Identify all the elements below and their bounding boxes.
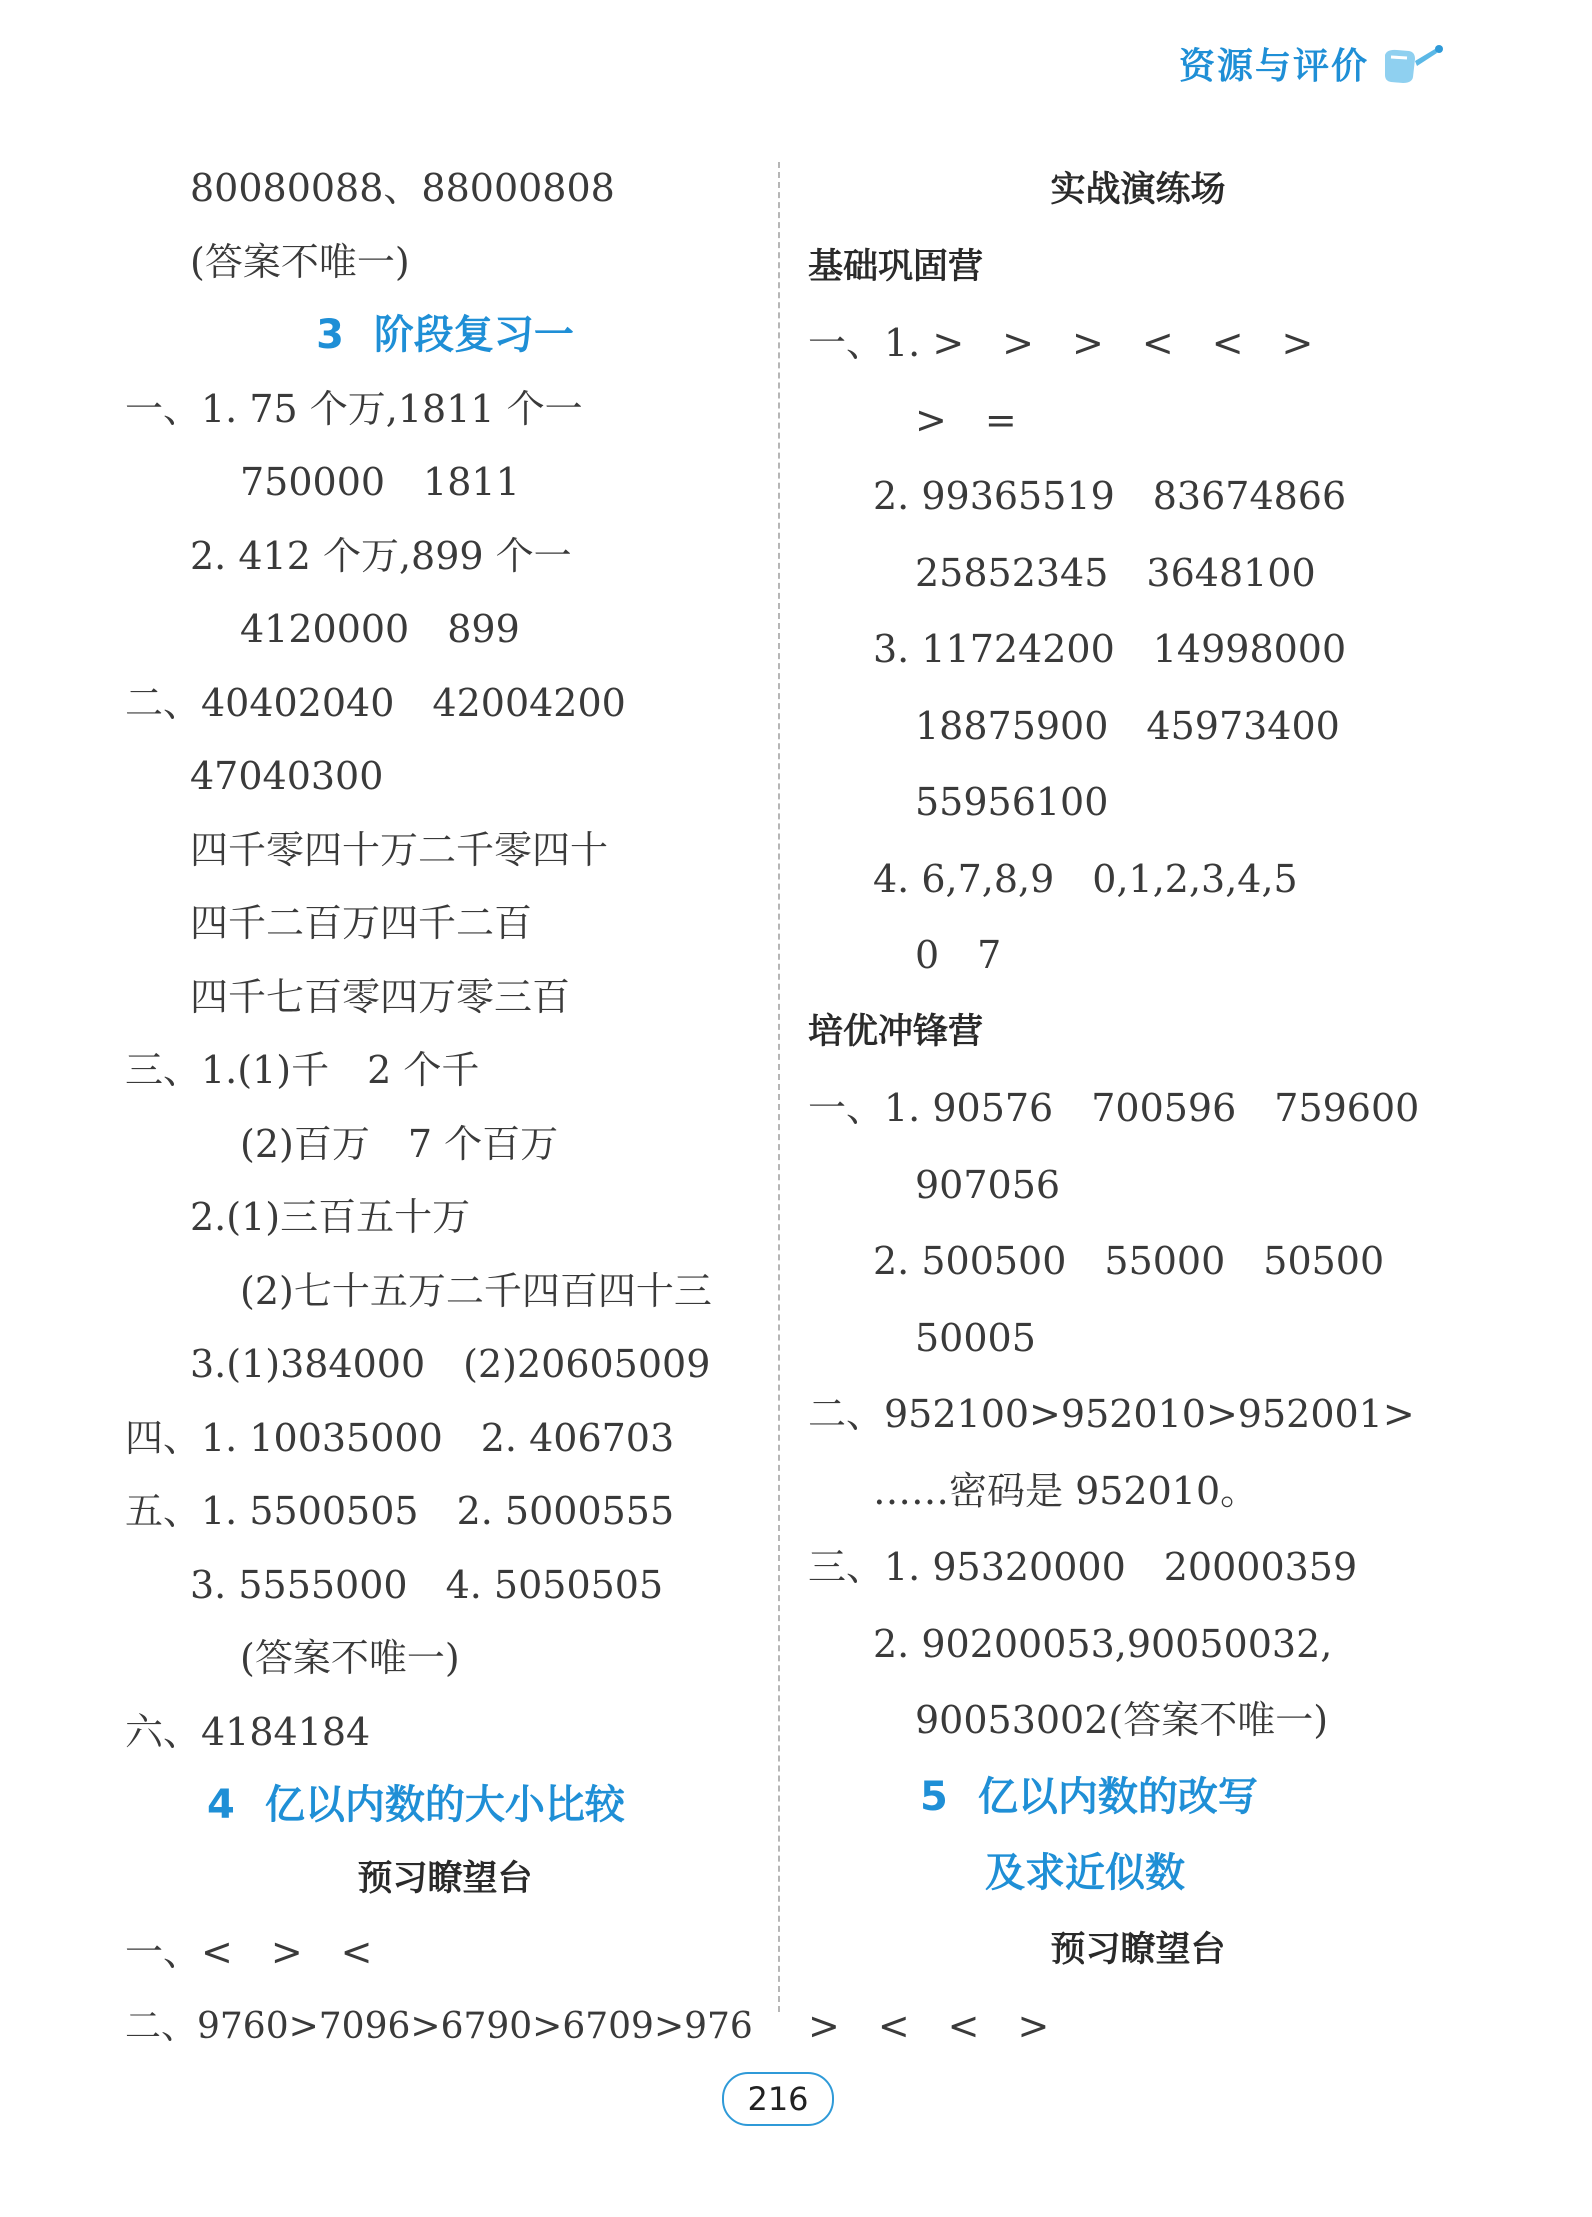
section-title: 亿以内数的大小比较	[264, 1782, 625, 1828]
watering-can-icon	[1377, 41, 1447, 87]
answer-line: (答案不唯一)	[240, 1636, 460, 1680]
subheading: 预习瞭望台	[357, 1858, 533, 1899]
answer-line: 3.(1)384000 (2)20605009	[190, 1342, 711, 1386]
answer-line: 2.(1)三百五十万	[190, 1195, 471, 1239]
subheading: 培优冲锋营	[808, 1011, 984, 1052]
answer-line: 50005	[915, 1315, 1036, 1360]
answer-line: 2. 99365519 83674866	[873, 474, 1347, 518]
answer-line: (2)七十五万二千四百四十三	[240, 1268, 712, 1313]
answer-line: 2. 500500 55000 50500	[873, 1239, 1385, 1283]
answer-line: 3. 11724200 14998000	[873, 627, 1347, 671]
answer-line: 一、< > <	[125, 1930, 373, 1974]
column-divider	[778, 162, 780, 2012]
answer-line: 750000 1811	[240, 460, 520, 504]
page-header	[1179, 38, 1447, 89]
section-title: 亿以内数的改写	[977, 1773, 1258, 1820]
answer-line: 二、9760>7096>6790>6709>976	[125, 2005, 753, 2047]
answer-line: 二、40402040 42004200	[125, 680, 626, 725]
answer-line: 一、1. 75 个万,1811 个一	[125, 386, 583, 431]
section-heading-3	[125, 299, 765, 373]
header-title: 资源与评价	[1178, 46, 1369, 87]
answer-line: 一、1. > > > < < >	[808, 321, 1314, 365]
answer-line: 三、1.(1)千 2 个千	[125, 1048, 480, 1092]
left-column	[125, 152, 765, 2063]
answer-line: 六、4184184	[125, 1709, 371, 1754]
section-heading-4	[125, 1769, 765, 1843]
answer-line: 2. 412 个万,899 个一	[190, 533, 572, 578]
section-number: 5	[920, 1773, 948, 1820]
answer-line: 47040300	[190, 754, 384, 798]
answer-line: 18875900 45973400	[915, 703, 1340, 748]
answer-line: (答案不唯一)	[190, 239, 410, 284]
subheading: 预习瞭望台	[1050, 1929, 1226, 1970]
answer-line: (2)百万 7 个百万	[240, 1121, 559, 1166]
right-column	[808, 152, 1468, 2065]
answer-line: 3. 5555000 4. 5050505	[190, 1562, 664, 1607]
answer-line: 25852345 3648100	[915, 550, 1316, 595]
answer-line: 二、952100>952010>952001>	[808, 1392, 1415, 1436]
answer-line: > =	[915, 397, 1017, 442]
answer-line: 四千零四十万二千零四十	[190, 827, 609, 872]
answer-line: ……密码是 952010。	[873, 1468, 1259, 1513]
answer-line: 4. 6,7,8,9 0,1,2,3,4,5	[873, 856, 1298, 901]
answer-line: 2. 90200053,90050032,	[873, 1621, 1333, 1666]
subheading: 实战演练场	[1050, 170, 1226, 210]
section-heading-5	[808, 1759, 1468, 1836]
section-number: 4	[207, 1782, 235, 1828]
answer-line: 0 7	[915, 933, 1002, 977]
section-title: 阶段复习一	[373, 312, 574, 358]
answer-line: > < < >	[808, 2004, 1050, 2048]
answer-line: 四、1. 10035000 2. 406703	[125, 1415, 675, 1460]
answer-line: 90053002(答案不唯一)	[915, 1698, 1329, 1742]
section-heading-5-cont: 及求近似数	[985, 1850, 1185, 1896]
answer-line: 五、1. 5500505 2. 5000555	[125, 1489, 675, 1533]
answer-line: 55956100	[915, 780, 1109, 824]
section-number: 3	[316, 312, 344, 358]
answer-line: 四千二百万四千二百	[190, 901, 533, 945]
answer-line: 907056	[915, 1162, 1061, 1207]
subheading: 基础巩固营	[808, 246, 984, 287]
answer-line: 四千七百零四万零三百	[190, 974, 571, 1019]
answer-line: 一、1. 90576 700596 759600	[808, 1086, 1420, 1130]
answer-line: 80080088、88000808	[190, 166, 615, 210]
answer-line: 三、1. 95320000 20000359	[808, 1545, 1358, 1589]
answer-line: 4120000 899	[240, 607, 520, 651]
page-number: 216	[722, 2072, 834, 2126]
